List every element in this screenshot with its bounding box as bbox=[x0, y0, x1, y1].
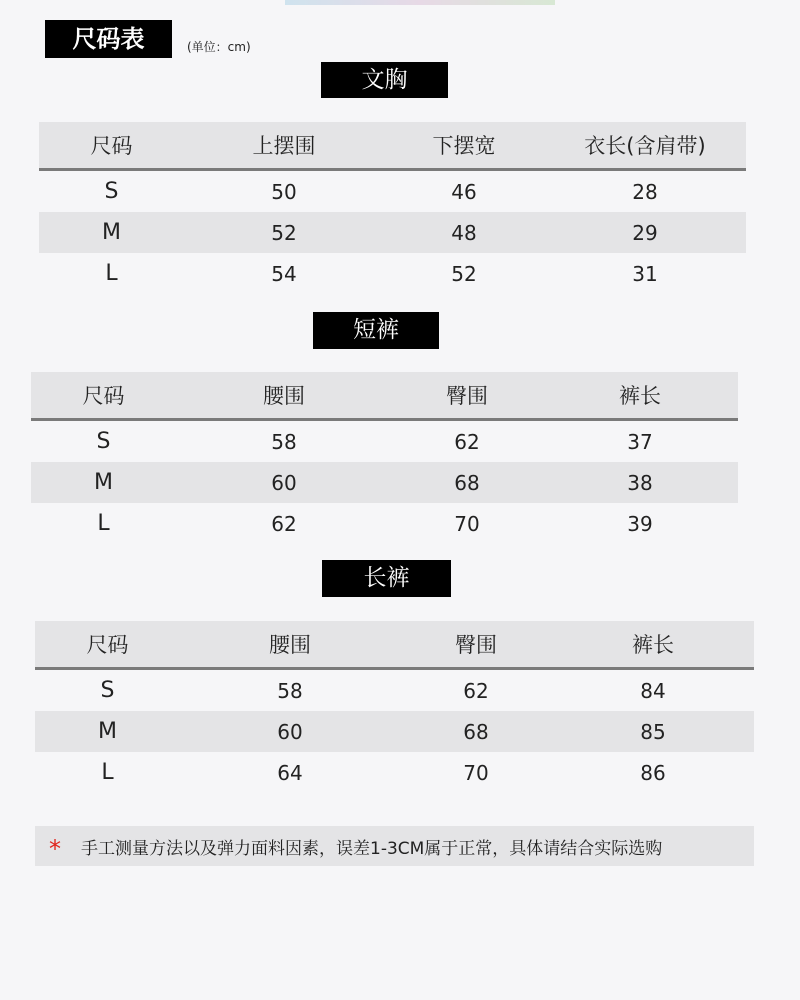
value-cell: 31 bbox=[632, 261, 658, 286]
size-cell: M bbox=[94, 470, 113, 495]
value-cell: 85 bbox=[640, 719, 666, 744]
size-cell: L bbox=[97, 511, 110, 536]
value-cell: 37 bbox=[627, 429, 653, 454]
value-cell: 28 bbox=[632, 179, 658, 204]
table-header-row bbox=[39, 122, 746, 171]
value-cell: 70 bbox=[463, 760, 489, 785]
value-cell: 68 bbox=[454, 470, 480, 495]
value-cell: 38 bbox=[627, 470, 653, 495]
value-cell: 39 bbox=[627, 511, 653, 536]
size-cell: L bbox=[101, 760, 114, 785]
column-header: 上摆围 bbox=[252, 134, 316, 158]
table-row bbox=[39, 253, 746, 294]
column-header: 臀围 bbox=[446, 384, 488, 408]
size-cell: S bbox=[100, 678, 115, 703]
bra-section-title: 文胸 bbox=[321, 62, 448, 98]
size-cell: S bbox=[96, 429, 111, 454]
value-cell: 62 bbox=[463, 678, 489, 703]
pants-section-title: 长裤 bbox=[322, 560, 451, 597]
column-header: 臀围 bbox=[455, 633, 497, 657]
value-cell: 58 bbox=[277, 678, 303, 703]
bra-size-table bbox=[39, 122, 746, 294]
table-row bbox=[39, 171, 746, 212]
column-header: 腰围 bbox=[269, 633, 311, 657]
column-header: 腰围 bbox=[263, 384, 305, 408]
shorts-size-table bbox=[31, 372, 738, 544]
column-header: 裤长 bbox=[619, 384, 661, 408]
column-header: 下摆宽 bbox=[432, 134, 496, 158]
column-header: 尺码 bbox=[90, 134, 133, 158]
value-cell: 86 bbox=[640, 760, 666, 785]
value-cell: 62 bbox=[454, 429, 480, 454]
page-title: 尺码表 bbox=[45, 20, 172, 58]
value-cell: 60 bbox=[271, 470, 297, 495]
value-cell: 84 bbox=[640, 678, 666, 703]
value-cell: 62 bbox=[271, 511, 297, 536]
size-cell: S bbox=[104, 179, 119, 204]
table-row bbox=[31, 421, 738, 462]
value-cell: 54 bbox=[271, 261, 297, 286]
value-cell: 48 bbox=[451, 220, 477, 245]
column-header: 尺码 bbox=[82, 384, 125, 408]
pants-size-table bbox=[35, 621, 754, 793]
size-cell: M bbox=[102, 220, 121, 245]
value-cell: 60 bbox=[277, 719, 303, 744]
value-cell: 46 bbox=[451, 179, 477, 204]
top-decorative-strip bbox=[285, 0, 555, 5]
value-cell: 52 bbox=[451, 261, 477, 286]
table-row bbox=[31, 462, 738, 503]
shorts-section-title: 短裤 bbox=[313, 312, 439, 349]
column-header: 尺码 bbox=[86, 633, 129, 657]
table-row bbox=[35, 711, 754, 752]
size-cell: M bbox=[98, 719, 117, 744]
column-header: 衣长(含肩带) bbox=[584, 134, 706, 158]
asterisk-icon: * bbox=[49, 835, 61, 863]
note-text: 手工测量方法以及弹力面料因素，误差1-3CM属于正常，具体请结合实际选购 bbox=[81, 838, 663, 859]
table-row bbox=[31, 503, 738, 544]
value-cell: 52 bbox=[271, 220, 297, 245]
table-header-row bbox=[35, 621, 754, 670]
value-cell: 70 bbox=[454, 511, 480, 536]
measurement-note bbox=[35, 826, 754, 866]
column-header: 裤长 bbox=[632, 633, 674, 657]
table-header-row bbox=[31, 372, 738, 421]
value-cell: 50 bbox=[271, 179, 297, 204]
table-row bbox=[35, 752, 754, 793]
value-cell: 68 bbox=[463, 719, 489, 744]
size-cell: L bbox=[105, 261, 118, 286]
table-row bbox=[35, 670, 754, 711]
table-row bbox=[39, 212, 746, 253]
value-cell: 29 bbox=[632, 220, 658, 245]
unit-label: (单位：cm) bbox=[187, 40, 251, 54]
value-cell: 64 bbox=[277, 760, 303, 785]
value-cell: 58 bbox=[271, 429, 297, 454]
